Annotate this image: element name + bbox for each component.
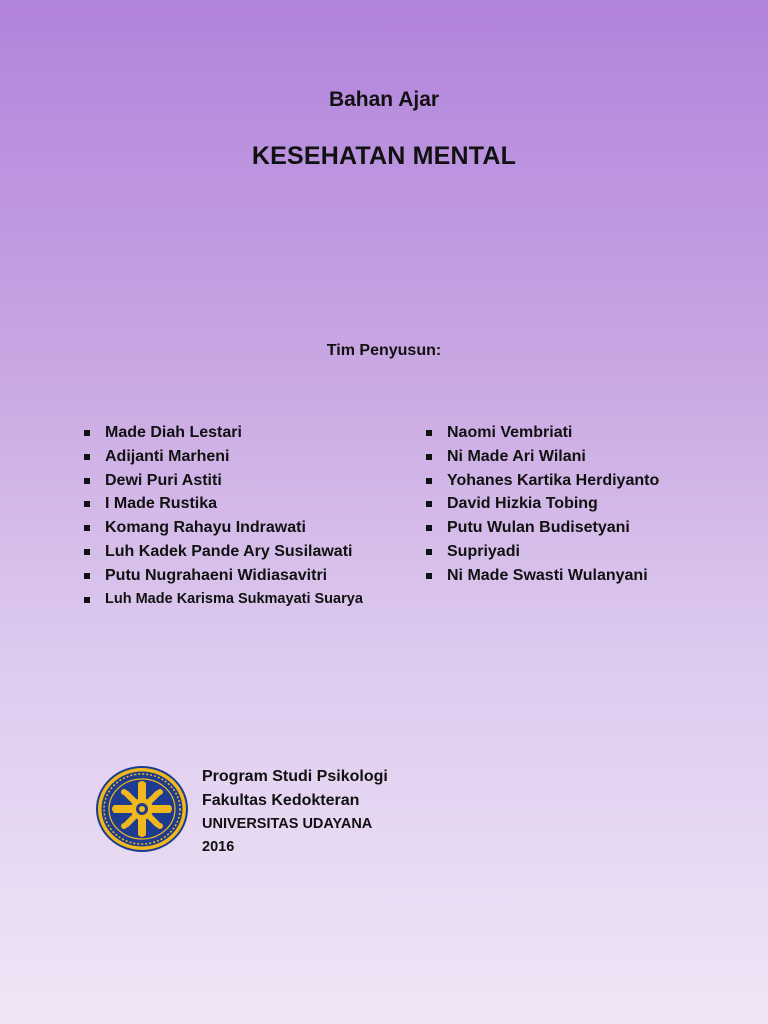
author-item [426, 492, 659, 516]
author-name: I Made Rustika [105, 495, 218, 513]
bullet-icon [426, 573, 432, 579]
author-item [84, 469, 363, 493]
bullet-icon [84, 478, 90, 484]
bullet-icon [426, 454, 432, 460]
faculty-name: Fakultas Kedokteran [202, 792, 360, 809]
author-name: Ni Made Ari Wilani [447, 447, 586, 465]
author-item [426, 540, 659, 564]
bullet-icon [84, 525, 90, 531]
author-item [426, 445, 659, 469]
author-name: Putu Wulan Budisetyani [447, 519, 630, 537]
program-name: Program Studi Psikologi [202, 768, 388, 785]
author-list-right [426, 421, 659, 588]
bullet-icon [84, 549, 90, 555]
bullet-icon [426, 478, 432, 484]
author-item [84, 588, 363, 612]
author-item [84, 421, 363, 445]
author-name: Dewi Puri Astiti [105, 471, 222, 489]
author-item [426, 421, 659, 445]
author-item [426, 469, 659, 493]
author-name: Luh Kadek Pande Ary Susilawati [105, 542, 353, 560]
author-item [84, 445, 363, 469]
author-item [84, 564, 363, 588]
author-item [84, 540, 363, 564]
bullet-icon [426, 525, 432, 531]
bullet-icon [426, 501, 432, 507]
document-subtitle: Bahan Ajar [328, 88, 440, 111]
author-name: David Hizkia Tobing [447, 495, 598, 513]
author-name: Naomi Vembriati [447, 424, 573, 441]
university-name: UNIVERSITAS UDAYANA [202, 816, 373, 832]
publication-year: 2016 [202, 839, 235, 855]
bullet-icon [84, 501, 90, 507]
author-item [426, 516, 659, 540]
author-name: Komang Rahayu Indrawati [105, 519, 306, 537]
bullet-icon [84, 430, 90, 436]
bullet-icon [426, 430, 432, 436]
team-label: Tim Penyusun: [326, 342, 442, 359]
document-title: KESEHATAN MENTAL [251, 142, 517, 170]
university-seal-icon [96, 766, 188, 852]
bullet-icon [84, 597, 90, 603]
author-item [84, 516, 363, 540]
author-name: Made Diah Lestari [105, 424, 242, 441]
author-item [84, 492, 363, 516]
author-list-left [84, 421, 363, 611]
bullet-icon [426, 549, 432, 555]
author-name: Adijanti Marheni [105, 447, 230, 465]
institution-block [202, 765, 388, 859]
bullet-icon [84, 573, 90, 579]
author-name: Putu Nugrahaeni Widiasavitri [105, 566, 328, 584]
bullet-icon [84, 454, 90, 460]
author-name: Supriyadi [447, 542, 520, 560]
author-item [426, 564, 659, 588]
author-name: Ni Made Swasti Wulanyani [447, 566, 648, 584]
author-name: Luh Made Karisma Sukmayati Suarya [105, 590, 363, 607]
author-name: Yohanes Kartika Herdiyanto [447, 471, 660, 489]
